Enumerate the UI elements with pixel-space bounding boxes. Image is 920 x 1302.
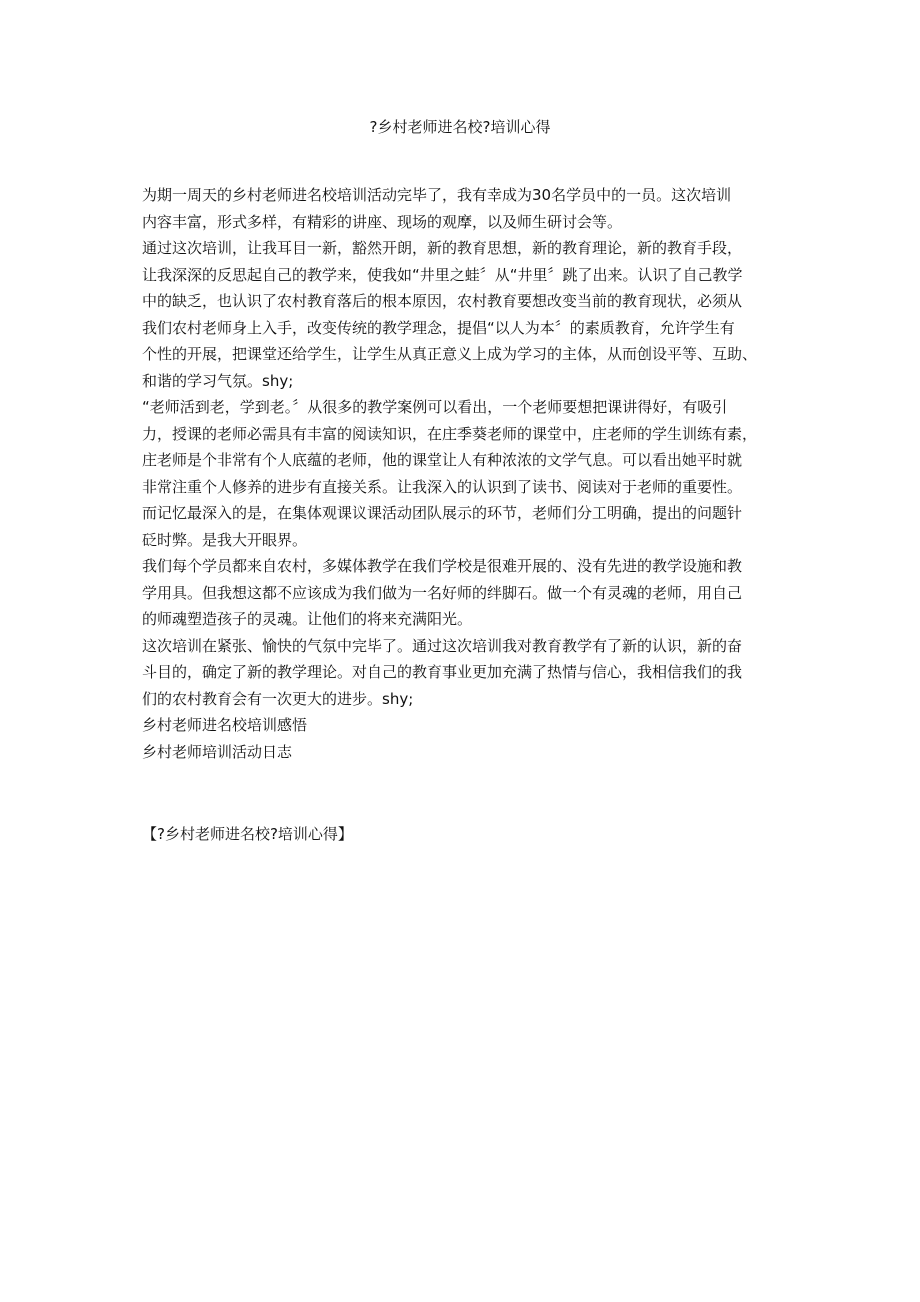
body-line: 通过这次培训，让我耳目一新，豁然开朗，新的教育思想，新的教育理论，新的教育手段，: [142, 239, 743, 257]
body-line: 我们农村老师身上入手，改变传统的教学理念，提倡“以人为本〞的素质教育，允许学生有: [142, 318, 735, 337]
related-link: 乡村老师培训活动日志: [142, 742, 293, 761]
document-body: [142, 182, 800, 765]
body-line: 的师魂塑造孩子的灵魂。让他们的将来充满阳光。: [142, 610, 473, 628]
body-line: 力，授课的老师必需具有丰富的阅读知识，在庄季葵老师的课堂中，庄老师的学生训练有素，: [142, 424, 758, 443]
body-line: 学用具。但我想这都不应该成为我们做为一名好师的绊脚石。做一个有灵魂的老师，用自己: [142, 583, 743, 602]
body-line: 我们每个学员都来自农村，多媒体教学在我们学校是很难开展的、没有先进的教学设施和教: [142, 557, 743, 575]
body-line: 庄老师是个非常有个人底蕴的老师，他的课堂让人有种浓浓的文学气息。可以看出她平时就: [142, 451, 743, 469]
related-link: 乡村老师进名校培训感悟: [142, 716, 308, 734]
document-footer-title: 【?乡村老师进名校?培训心得】: [142, 825, 353, 843]
body-line: 和谐的学习气氛。shy;: [142, 371, 294, 390]
body-line: 而记忆最深入的是，在集体观课议课活动团队展示的环节，老师们分工明确，提出的问题针: [142, 504, 743, 522]
body-line: 斗目的，确定了新的教学理论。对自己的教育事业更加充满了热情与信心，我相信我们的我: [142, 663, 743, 681]
document-title: ?乡村老师进名校?培训心得: [369, 118, 551, 136]
body-line: 为期一周天的乡村老师进名校培训活动完毕了，我有幸成为30名学员中的一员。这次培训: [142, 186, 732, 204]
body-line: 们的农村教育会有一次更大的进步。shy;: [142, 689, 414, 708]
body-line: 砭时弊。是我大开眼界。: [142, 530, 308, 549]
body-line: 内容丰富，形式多样，有精彩的讲座、现场的观摩，以及师生研讨会等。: [142, 212, 623, 231]
body-line: 中的缺乏，也认识了农村教育落后的根本原因，农村教育要想改变当前的教育现状，必须从: [142, 292, 743, 310]
body-line: 个性的开展，把课堂还给学生，让学生从真正意义上成为学习的主体，从而创设平等、互助、: [142, 345, 758, 363]
body-line: “老师活到老，学到老。〞从很多的教学案例可以看出，一个老师要想把课讲得好，有吸引: [142, 398, 728, 416]
body-line: 非常注重个人修养的进步有直接关系。让我深入的认识到了读书、阅读对于老师的重要性。: [142, 477, 743, 496]
body-line: 这次培训在紧张、愉快的气氛中完毕了。通过这次培训我对教育教学有了新的认识，新的奋: [142, 636, 743, 655]
body-line: 让我深深的反思起自己的教学来，使我如“井里之蛙〞从“井里〞跳了出来。认识了自己教学: [142, 265, 743, 284]
